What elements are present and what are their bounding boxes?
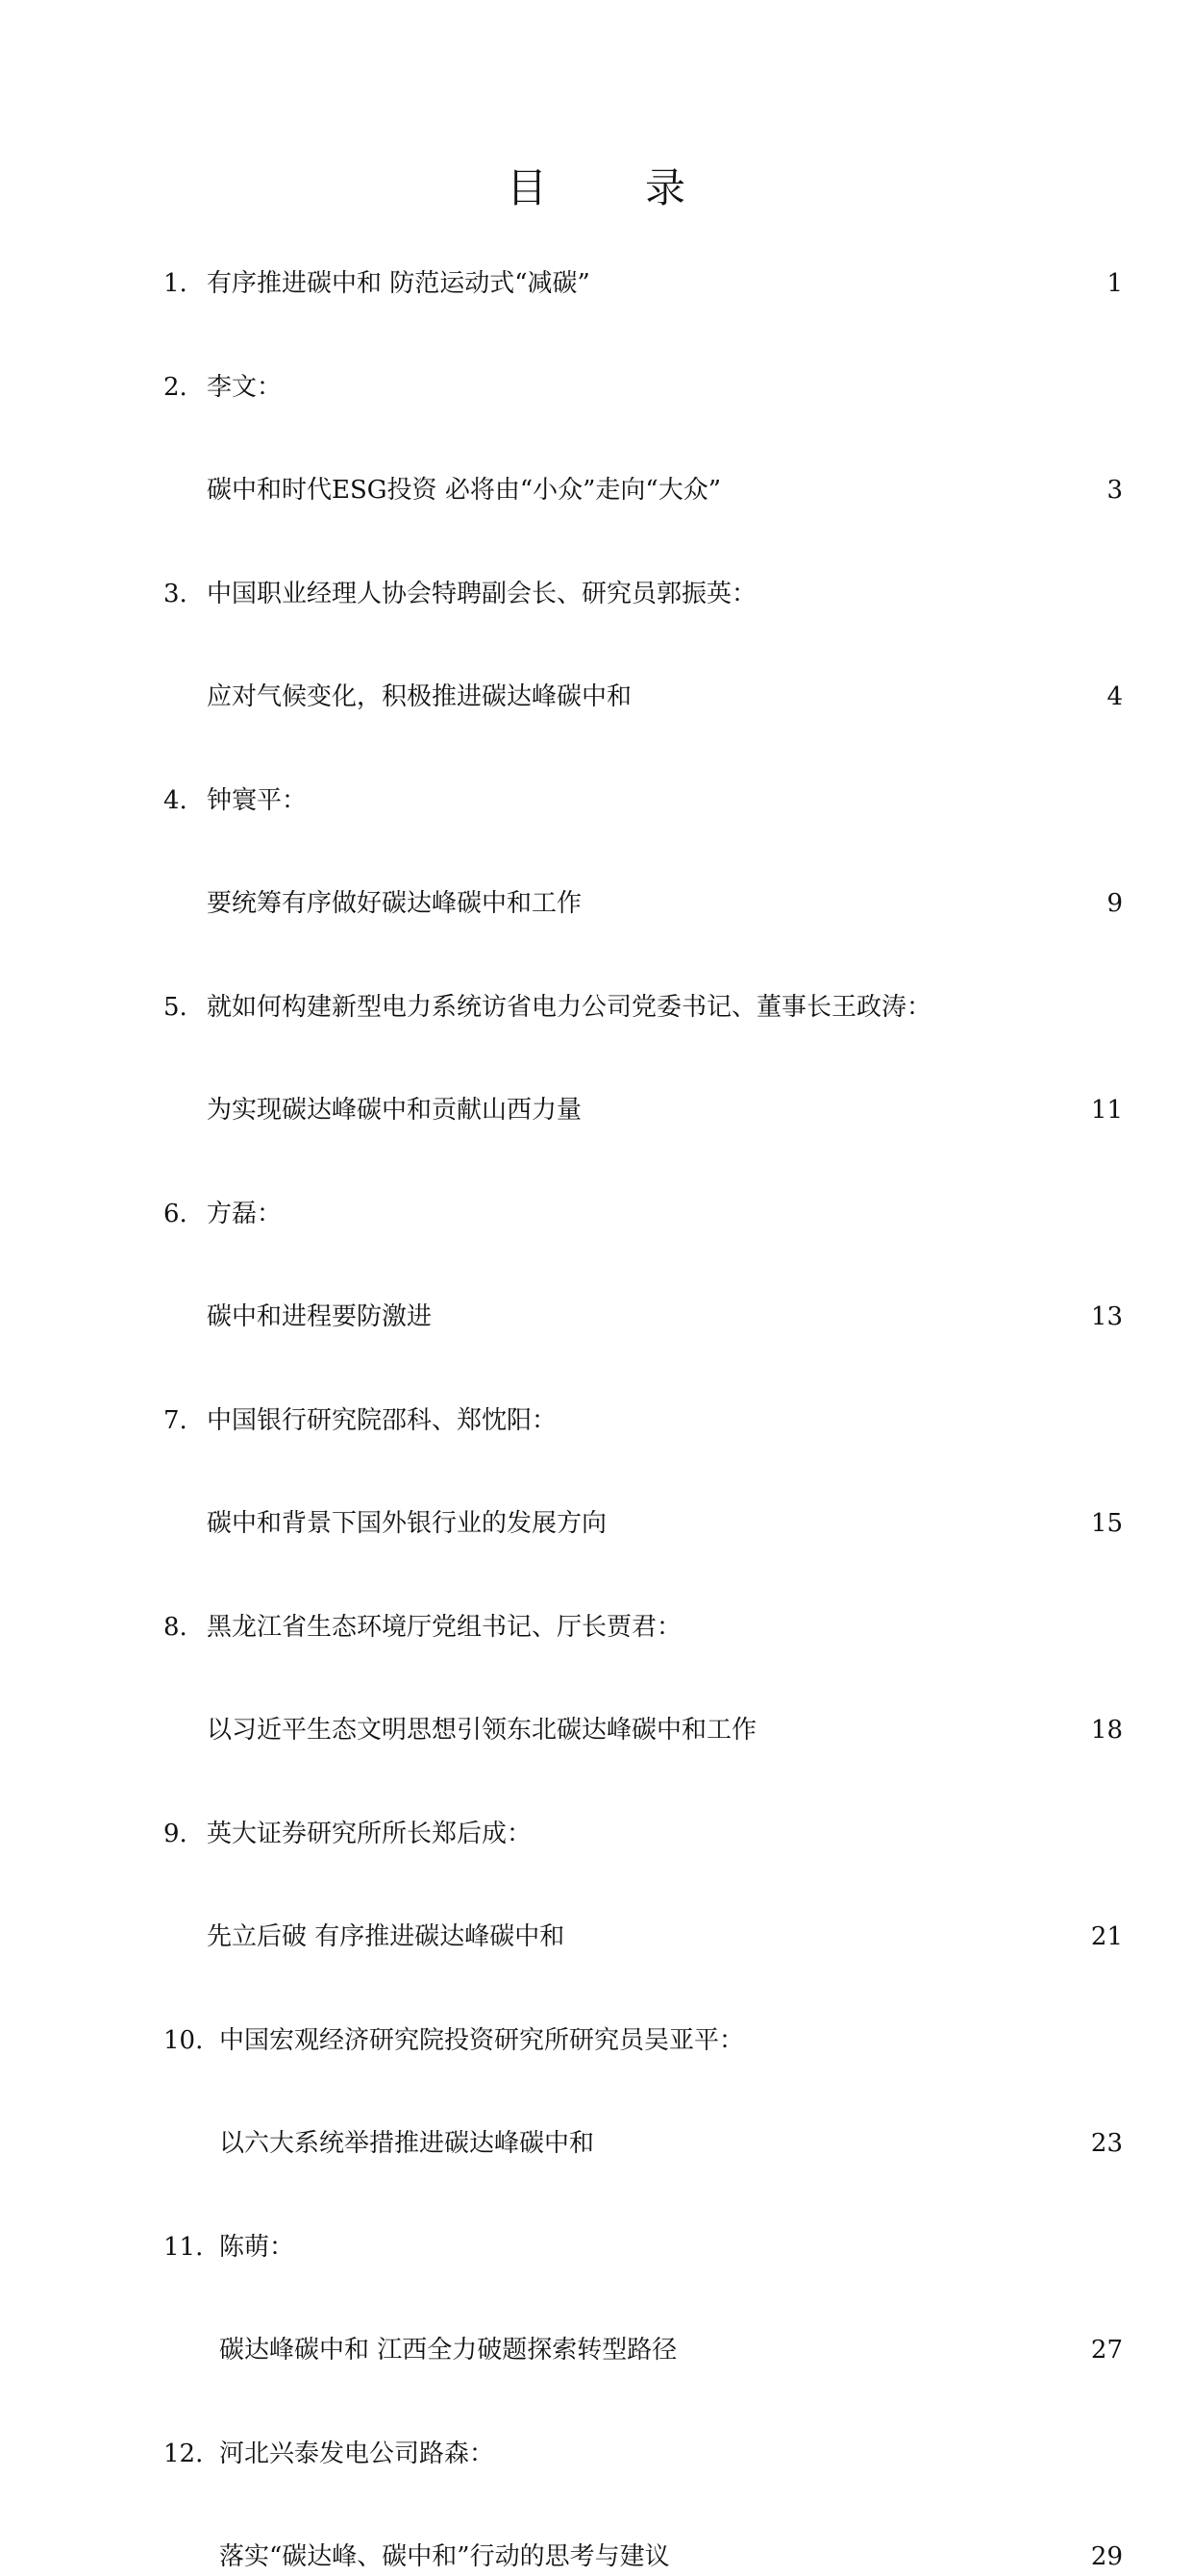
- toc-entry-title[interactable]: 应对气候变化，积极推进碳达峰碳中和: [207, 682, 633, 711]
- toc-entry-page[interactable]: 15: [1090, 1509, 1123, 1538]
- toc-entry-heading: 方磊：: [207, 1199, 283, 1228]
- toc-entry-title[interactable]: 碳达峰碳中和 江西全力破题探索转型路径: [219, 2336, 678, 2365]
- toc-entry-number: 1.: [163, 269, 187, 298]
- toc-entry-page[interactable]: 1: [1106, 269, 1123, 298]
- page-title: 目 录: [506, 164, 714, 211]
- toc-entry-heading: 中国职业经理人协会特聘副会长、研究员郭振英：: [207, 579, 757, 608]
- toc-entry-page[interactable]: 13: [1090, 1302, 1123, 1331]
- toc-entry-page[interactable]: 21: [1090, 1922, 1123, 1951]
- toc-entry-heading: 英大证券研究所所长郑后成：: [207, 1819, 533, 1848]
- toc-entry-title[interactable]: 落实“碳达峰、碳中和”行动的思考与建议: [219, 2542, 670, 2571]
- toc-entry-number: 9.: [163, 1819, 187, 1848]
- toc-entry-page[interactable]: 27: [1090, 2336, 1123, 2365]
- toc-entry-heading: 河北兴泰发电公司路森：: [219, 2439, 495, 2468]
- toc-entry-number: 11.: [163, 2232, 204, 2262]
- toc-entry-page[interactable]: 23: [1090, 2129, 1123, 2158]
- toc-entry-heading: 钟寰平：: [207, 785, 308, 815]
- toc-entry-heading: 中国宏观经济研究院投资研究所研究员吴亚平：: [219, 2025, 745, 2055]
- toc-entry-heading: 中国银行研究院邵科、郑忱阳：: [207, 1405, 558, 1435]
- toc-entry-title[interactable]: 先立后破 有序推进碳达峰碳中和: [207, 1922, 565, 1951]
- toc-entry-title[interactable]: 为实现碳达峰碳中和贡献山西力量: [207, 1096, 583, 1125]
- toc-entry-number: 6.: [163, 1199, 187, 1228]
- toc-entry-heading: 李文：: [207, 372, 283, 402]
- toc-entry-number: 12.: [163, 2439, 204, 2468]
- toc-entry-number: 10.: [163, 2025, 204, 2055]
- toc-entry-heading: 黑龙江省生态环境厅党组书记、厅长贾君：: [207, 1612, 683, 1642]
- toc-entry-page[interactable]: 4: [1106, 682, 1123, 711]
- toc-entry-title[interactable]: 以六大系统举措推进碳达峰碳中和: [219, 2129, 595, 2158]
- toc-entry-number: 4.: [163, 785, 187, 815]
- toc-entry-title[interactable]: 碳中和进程要防激进: [207, 1302, 433, 1331]
- toc-entry-number: 5.: [163, 992, 187, 1022]
- toc-entry-number: 2.: [163, 372, 187, 402]
- toc-entry-heading: 就如何构建新型电力系统访省电力公司党委书记、董事长王政涛：: [207, 992, 932, 1022]
- toc-entry-title[interactable]: 碳中和时代ESG投资 必将由“小众”走向“大众”: [207, 476, 721, 505]
- toc-entry-page[interactable]: 11: [1090, 1096, 1123, 1125]
- toc-entry-title[interactable]: 以习近平生态文明思想引领东北碳达峰碳中和工作: [207, 1716, 757, 1745]
- toc-entry-page[interactable]: 18: [1090, 1716, 1123, 1745]
- toc-entry-page[interactable]: 9: [1106, 889, 1123, 918]
- toc-entry-heading: 陈萌：: [219, 2232, 295, 2262]
- toc-entry-title[interactable]: 要统筹有序做好碳达峰碳中和工作: [207, 889, 583, 918]
- toc-entry-number: 8.: [163, 1612, 187, 1642]
- toc-entry-number: 3.: [163, 579, 187, 608]
- toc-entry-page[interactable]: 3: [1106, 476, 1123, 505]
- toc-entry-title[interactable]: 碳中和背景下国外银行业的发展方向: [207, 1509, 608, 1538]
- toc-entry-number: 7.: [163, 1405, 187, 1435]
- toc-entry-title[interactable]: 有序推进碳中和 防范运动式“减碳”: [207, 269, 590, 298]
- toc-entry-page[interactable]: 29: [1090, 2542, 1123, 2571]
